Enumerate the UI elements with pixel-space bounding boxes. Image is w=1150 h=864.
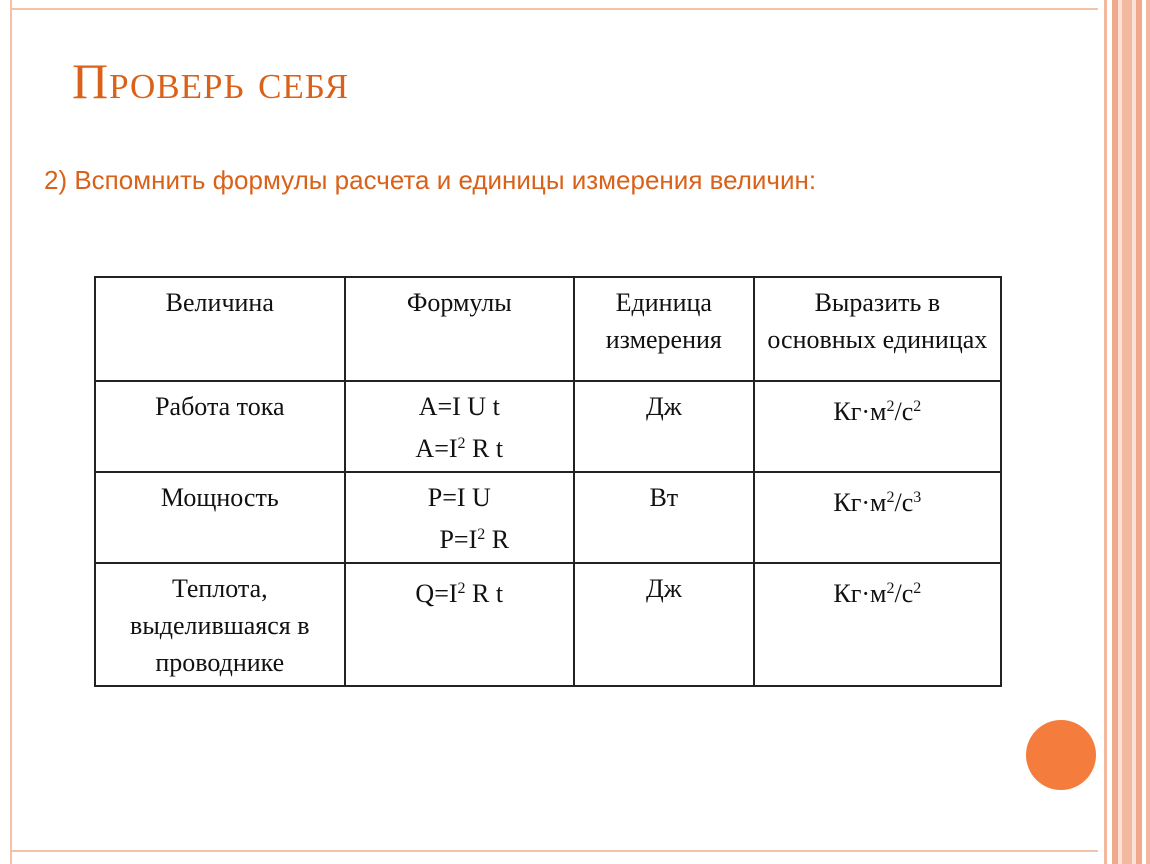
- formula-text: Q=I: [415, 579, 458, 608]
- table-header-row: [95, 277, 1001, 381]
- table-row: [95, 381, 1001, 472]
- cell-formulas: [345, 563, 574, 686]
- formula-exponent: 2: [477, 526, 486, 543]
- formula-line: [354, 516, 565, 558]
- cell-base-units: [754, 563, 1001, 686]
- slide-title: Проверь себя: [72, 53, 350, 109]
- decorative-circle: [1026, 720, 1096, 790]
- formulas-table: [94, 276, 1002, 687]
- header-base-units: Выразить в основных единицах: [754, 277, 1001, 381]
- unit-exponent: 3: [913, 489, 922, 506]
- table-row: [95, 472, 1001, 563]
- formula-exponent: 2: [457, 435, 466, 452]
- header-formulas: Формулы: [345, 277, 574, 381]
- unit-text: Кг·м: [833, 579, 887, 608]
- formula-text: A=I U t: [418, 392, 500, 421]
- formula-line: [354, 388, 565, 425]
- cell-base-units: [754, 381, 1001, 472]
- cell-formulas: [345, 381, 574, 472]
- header-unit: Единица измерения: [574, 277, 754, 381]
- unit-exponent: 2: [886, 398, 895, 415]
- table-row: [95, 563, 1001, 686]
- unit-text: /с: [894, 397, 914, 426]
- cell-formulas: [345, 472, 574, 563]
- header-quantity: Величина: [95, 277, 345, 381]
- unit-exponent: 2: [886, 489, 895, 506]
- slide-subtitle: 2) Вспомнить формулы расчета и единицы измерения величин:: [44, 165, 817, 195]
- formula-line: [354, 479, 565, 516]
- formula-text: P=I: [439, 525, 478, 554]
- unit-text: /с: [894, 579, 914, 608]
- decorative-stripes: [1098, 0, 1150, 864]
- frame-left-line: [10, 0, 12, 864]
- unit-text: /с: [894, 488, 914, 517]
- formula-text: R t: [465, 434, 504, 463]
- cell-quantity: Мощность: [95, 472, 345, 563]
- unit-exponent: 2: [913, 398, 922, 415]
- cell-unit: Вт: [574, 472, 754, 563]
- cell-quantity: Работа тока: [95, 381, 345, 472]
- cell-unit: Дж: [574, 563, 754, 686]
- formula-text: A=I: [415, 434, 458, 463]
- cell-base-units: [754, 472, 1001, 563]
- unit-text: Кг·м: [833, 488, 887, 517]
- formula-text: P=I U: [427, 483, 491, 512]
- unit-exponent: 2: [913, 580, 922, 597]
- formula-exponent: 2: [457, 580, 466, 597]
- unit-exponent: 2: [886, 580, 895, 597]
- cell-quantity: Теплота, выделившаяся в проводнике: [95, 563, 345, 686]
- formula-line: [354, 570, 565, 612]
- frame-bottom-line: [10, 850, 1100, 852]
- formula-line: [354, 425, 565, 467]
- formula-text: R: [485, 525, 510, 554]
- cell-unit: Дж: [574, 381, 754, 472]
- formula-text: R t: [465, 579, 504, 608]
- unit-text: Кг·м: [833, 397, 887, 426]
- frame-top-line: [10, 8, 1100, 10]
